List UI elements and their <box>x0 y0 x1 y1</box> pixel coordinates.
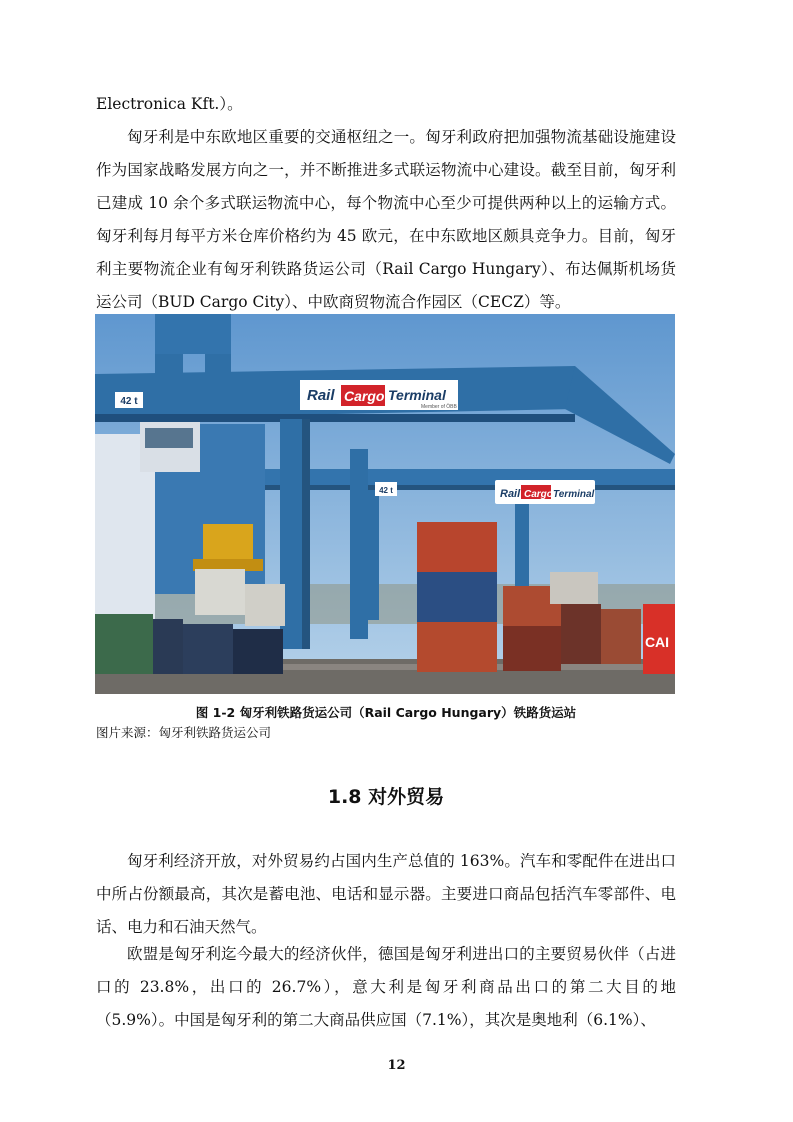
figure-caption: 图 1-2 匈牙利铁路货运公司（Rail Cargo Hungary）铁路货运站 <box>195 705 577 720</box>
rear-crane-load-sign: 42 t <box>379 486 393 495</box>
sign-member: Member of ÖBB <box>421 404 457 410</box>
paragraph-trade-partners: 欧盟是匈牙利迄今最大的经济伙伴，德国是匈牙利进出口的主要贸易伙伴（占进口的 23.8%，出口的 26.7%），意大利是匈牙利商品出口的第二大目的地（5.9%）。中国是匈牙利的第二大商品供应国（7.1%），其次是奥地利（6.1%）、 <box>96 945 676 1029</box>
figure-source: 图片来源：匈牙利铁路货运公司 <box>96 725 272 740</box>
crane-load-sign: 42 t <box>120 396 138 407</box>
railcar-cai-mark: CAI <box>644 634 670 650</box>
rear-sign-rail: Rail <box>500 488 521 500</box>
rear-sign-terminal: Terminal <box>553 489 595 500</box>
rail-cargo-terminal-photo <box>95 314 675 694</box>
sign-cargo: Cargo <box>344 388 385 404</box>
paragraph-logistics: 匈牙利是中东欧地区重要的交通枢纽之一。匈牙利政府把加强物流基础设施建设作为国家战略发展方向之一，并不断推进多式联运物流中心建设。截至目前，匈牙利已建成 10 余个多式联运物流中心，每个物流中心至少可提供两种以上的运输方式。匈牙利每月每平方米仓库价格约为 45 欧元，在中东欧地区颇具竞争力。目前，匈牙利主要物流企业有匈牙利铁路货运公司（Rail Cargo Hungary）、布达佩斯机场货运公司（BUD Cargo City）、中欧商贸物流合作园区（CECZ）等。 <box>96 128 676 311</box>
paragraph-continuation: Electronica Kft.）。 <box>96 95 243 113</box>
page-number: 12 <box>387 1058 406 1073</box>
sign-rail: Rail <box>307 387 335 404</box>
rear-sign-cargo: Cargo <box>524 489 553 500</box>
paragraph-trade-overview: 匈牙利经济开放，对外贸易约占国内生产总值的 163%。汽车和零配件在进出口中所占份额最高，其次是蓄电池、电话和显示器。主要进口商品包括汽车零部件、电话、电力和石油天然气。 <box>96 852 676 936</box>
section-heading: 1.8 对外贸易 <box>327 786 445 808</box>
sign-terminal: Terminal <box>388 387 446 403</box>
